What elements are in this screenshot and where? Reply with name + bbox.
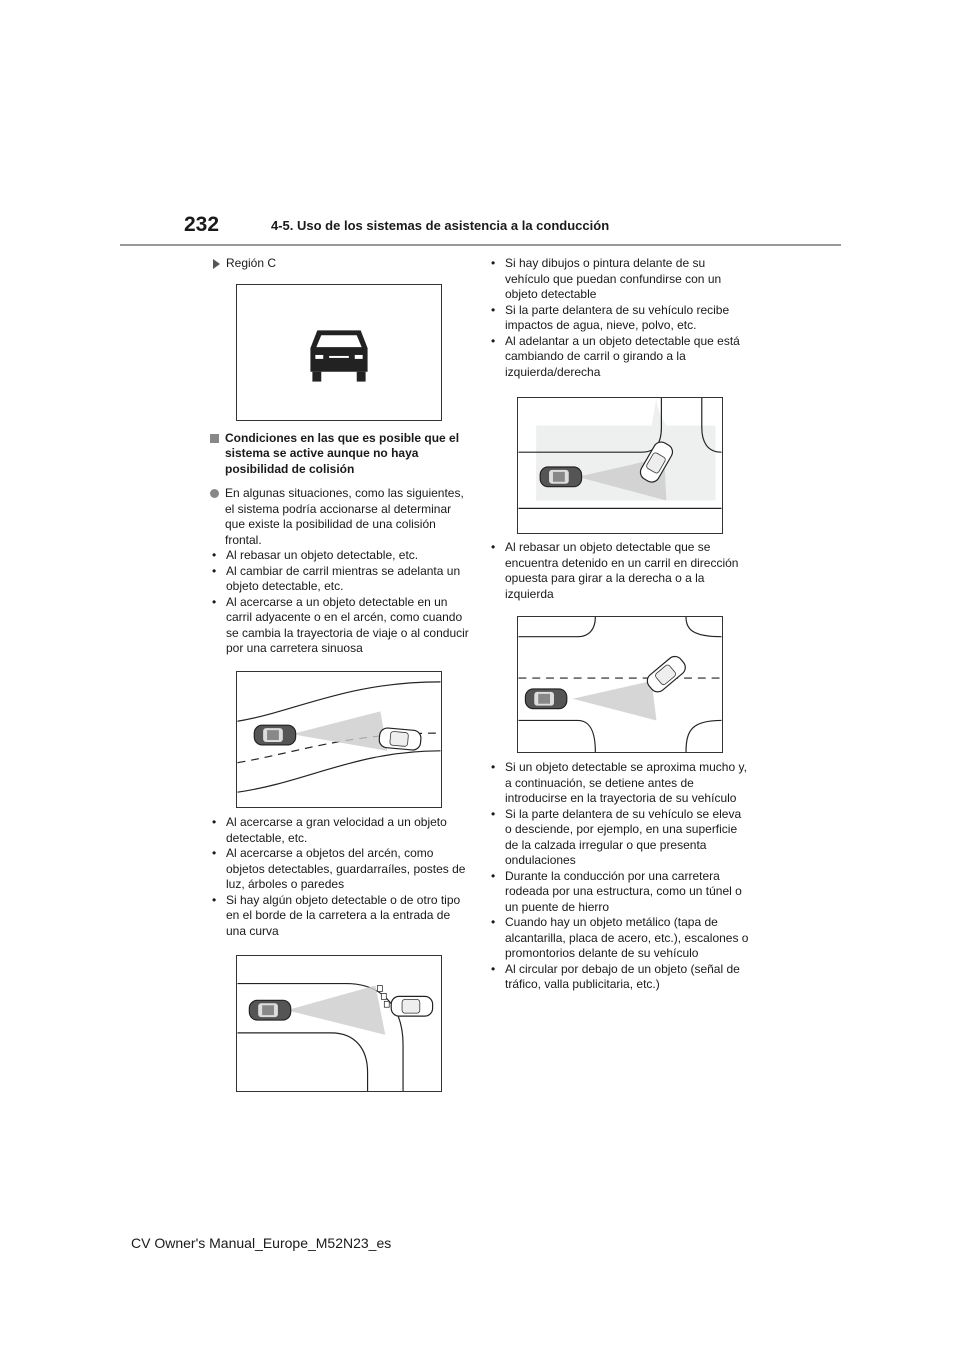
list-item: • Al cambiar de carril mientras se adelanta un objeto detectable, etc. [210,564,470,595]
right-column-lower [489,760,749,993]
list-item: • Al acercarse a un objeto detectable en un carril adyacente o en el arcén, como cuando se cambia la trayectoria de viaje o al conducir por una carretera sinuosa [210,595,470,657]
list-item: • Si hay dibujos o pintura delante de su vehículo que puedan confundirse con un objeto detectable [489,256,749,303]
region-label-text: Región C [226,256,277,270]
intro-paragraph [210,486,470,548]
intro-text: En algunas situaciones, como las siguientes, el sistema podría accionarse al determinar que existe la posibilidad de una colisión frontal. [225,486,464,547]
list-item: • Si la parte delantera de su vehículo recibe impactos de agua, nieve, polvo, etc. [489,303,749,334]
list-item: • Si un objeto detectable se aproxima mucho y, a continuación, se detiene antes de introducirse en la trayectoria de su vehículo [489,760,749,807]
list-item: • Al rebasar un objeto detectable que se encuentra detenido en un carril en dirección opuesta para girar a la derecha o a la izquierda [489,540,749,602]
arrow-icon [213,259,220,269]
left-column-lower [210,815,470,939]
figure-curve-entrance [236,955,442,1092]
section-heading [210,431,470,478]
square-bullet-icon [210,434,219,443]
bullet-list-right-3 [489,760,749,993]
figure-oncoming-turn [517,616,723,753]
chapter-title: 4-5. Uso de los sistemas de asistencia a la conducción [271,218,610,233]
list-item: • Si hay algún objeto detectable o de otro tipo en el borde de la carretera a la entrada de una curva [210,893,470,940]
bullet-list-left-2 [210,815,470,939]
right-column [489,256,749,380]
list-item: • Al acercarse a objetos del arcén, como objetos detectables, guardarraíles, postes de luz, árboles o paredes [210,846,470,893]
list-item: • Al adelantar a un objeto detectable que está cambiando de carril o girando a la izquierda/derecha [489,334,749,381]
figure-front-car [236,284,442,421]
list-item: • Al circular por debajo de un objeto (señal de tráfico, valla publicitaria, etc.) [489,962,749,993]
bullet-list-right-2 [489,540,749,602]
circle-bullet-icon [210,489,219,498]
figure-curved-road [236,671,442,808]
page-number: 232 [184,213,220,236]
list-item: • Durante la conducción por una carretera rodeada por una estructura, como un túnel o un puente de hierro [489,869,749,916]
header-rule [120,244,841,246]
bullet-list-right-1 [489,256,749,380]
list-item: • Al rebasar un objeto detectable, etc. [210,548,470,564]
car-front-icon [310,330,367,381]
section-heading-text: Condiciones en las que es posible que el sistema se active aunque no haya posibilidad de colisión [225,430,460,476]
bullet-list-left-1 [210,548,470,657]
list-item: • Cuando hay un objeto metálico (tapa de alcantarilla, placa de acero, etc.), escalones o promontorios delante de su vehículo [489,915,749,962]
right-column-mid [489,540,749,602]
figure-turning-car [517,397,723,534]
region-label [213,256,470,272]
list-item: • Al acercarse a gran velocidad a un objeto detectable, etc. [210,815,470,846]
left-column [210,256,470,657]
footer-text: CV Owner's Manual_Europe_M52N23_es [131,1235,392,1251]
list-item: • Si la parte delantera de su vehículo se eleva o desciende, por ejemplo, en una superficie de la calzada irregular o que presenta ondulaciones [489,807,749,869]
